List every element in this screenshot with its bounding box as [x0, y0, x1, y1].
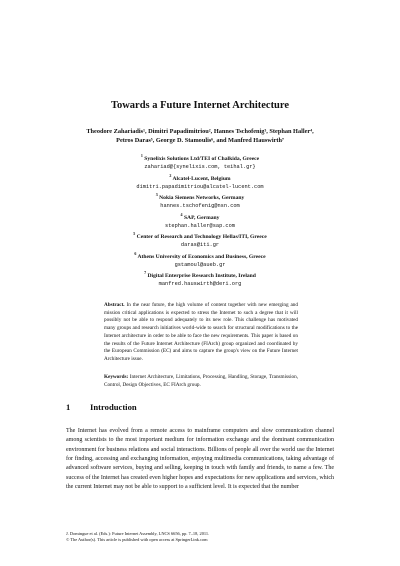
affiliation-org: Athens University of Economics and Business, Greece [137, 253, 266, 260]
affiliation-number: 1 [140, 153, 143, 158]
footnote [66, 531, 334, 543]
affiliation-email: daras@iti.gr [180, 242, 220, 249]
keywords-text: Internet Architecture, Limitations, Processing, Handling, Storage, Transmission, Control, Design Objectives, EC FIArch group. [104, 374, 298, 388]
affiliation-6 [100, 250, 300, 270]
affiliation-1 [100, 152, 300, 172]
section-number: 1 [66, 402, 71, 412]
affiliation-number: 6 [134, 250, 137, 256]
affiliation-email: manfred.hauswirth@deri.org [158, 281, 242, 288]
author-list [78, 128, 322, 146]
affiliation-org: Synelixis Solutions Ltd/TEI of Chalkida, Greece [144, 155, 260, 162]
affiliation-org: Digital Enterprise Research Institute, Ireland [147, 273, 256, 280]
affiliation-email: stephan.haller@sap.com [165, 222, 235, 229]
abstract [104, 302, 298, 364]
footnote-copyright: © The Author(s). This article is published with open access at SpringerLink.com [66, 537, 208, 543]
keywords [104, 374, 298, 389]
author-line-1: Theodore Zahariadis¹, Dimitri Papadimitriou², Hannes Tschofenig³, Stephan Haller⁴, [86, 128, 314, 135]
affiliation-number: 5 [133, 231, 136, 237]
affiliation-org: SAP, Germany [183, 214, 220, 221]
abstract-label: Abstract. [104, 302, 125, 308]
affiliation-email: dimitri.papadimitriou@alcatel-lucent.com [136, 183, 264, 190]
affiliation-3 [100, 191, 300, 211]
affiliation-2 [100, 172, 300, 192]
affiliation-number: 3 [155, 192, 158, 198]
affiliation-number: 4 [180, 211, 183, 217]
affiliation-org: Center of Research and Technology Hellas/ITI, Greece [136, 234, 267, 241]
paper-title: Towards a Future Internet Architecture [110, 100, 290, 111]
affiliation-number: 7 [144, 270, 147, 276]
affiliation-email: gstamoul@aueb.gr [174, 261, 226, 268]
keywords-label: Keywords: [104, 374, 129, 380]
footnote-citation: J. Domingue et al. (Eds.): Future Internet Assembly, LNCS 6656, pp. 7–18, 2011. [66, 531, 210, 536]
affiliation-org: Alcatel-Lucent, Belgium [172, 175, 231, 182]
affiliation-4 [100, 211, 300, 231]
author-line-2: Petros Daras⁵, George D. Stamoulis⁶, and Manfred Hauswirth⁷ [116, 136, 284, 144]
abstract-text: In the near future, the high volume of content together with new emerging and mission critical applications is expected to stress the Internet to such a degree that it will possibly not be able to respond adequately to its new role. This challenge has motivated many groups and research initiatives world-wide to search for structural modifications to the Internet architecture in order to be able to face the new requirements. This paper is based on the results of the Future Internet Architecture (FIArch) group organized and coordinated by the European Commission (EC) and aims to capture the group's view on the Future Internet Architecture issue. [104, 302, 298, 362]
section-title: Introduction [90, 402, 137, 412]
affiliation-email: hannes.tschofenig@nsn.com [160, 203, 240, 210]
body-paragraph: The Internet has evolved from a remote access to mainframe computers and slow communication channel among scientists to the most important medium for information exchange and the dominant communication environment for business relations and social interactions. Billions of people all over the world use the Internet for finding, accessing and exchanging information, enjoying multimedia communications, taking advantage of advanced software services, buying and selling, keeping in touch with family and friends, to name a few. The success of the Internet has created even higher hopes and expectations for new applications and services, which the current Internet may not be able to support to a sufficient level. It is expected that the number [66, 428, 334, 491]
affiliation-list [100, 152, 300, 289]
affiliation-number: 2 [169, 172, 172, 178]
affiliation-email: zahariad@{synelixis.com, teihal.gr} [144, 164, 256, 171]
affiliation-7 [100, 269, 300, 289]
affiliation-5 [100, 230, 300, 250]
section-heading [66, 402, 137, 412]
affiliation-org: Nokia Siemens Networks, Germany [159, 194, 245, 201]
